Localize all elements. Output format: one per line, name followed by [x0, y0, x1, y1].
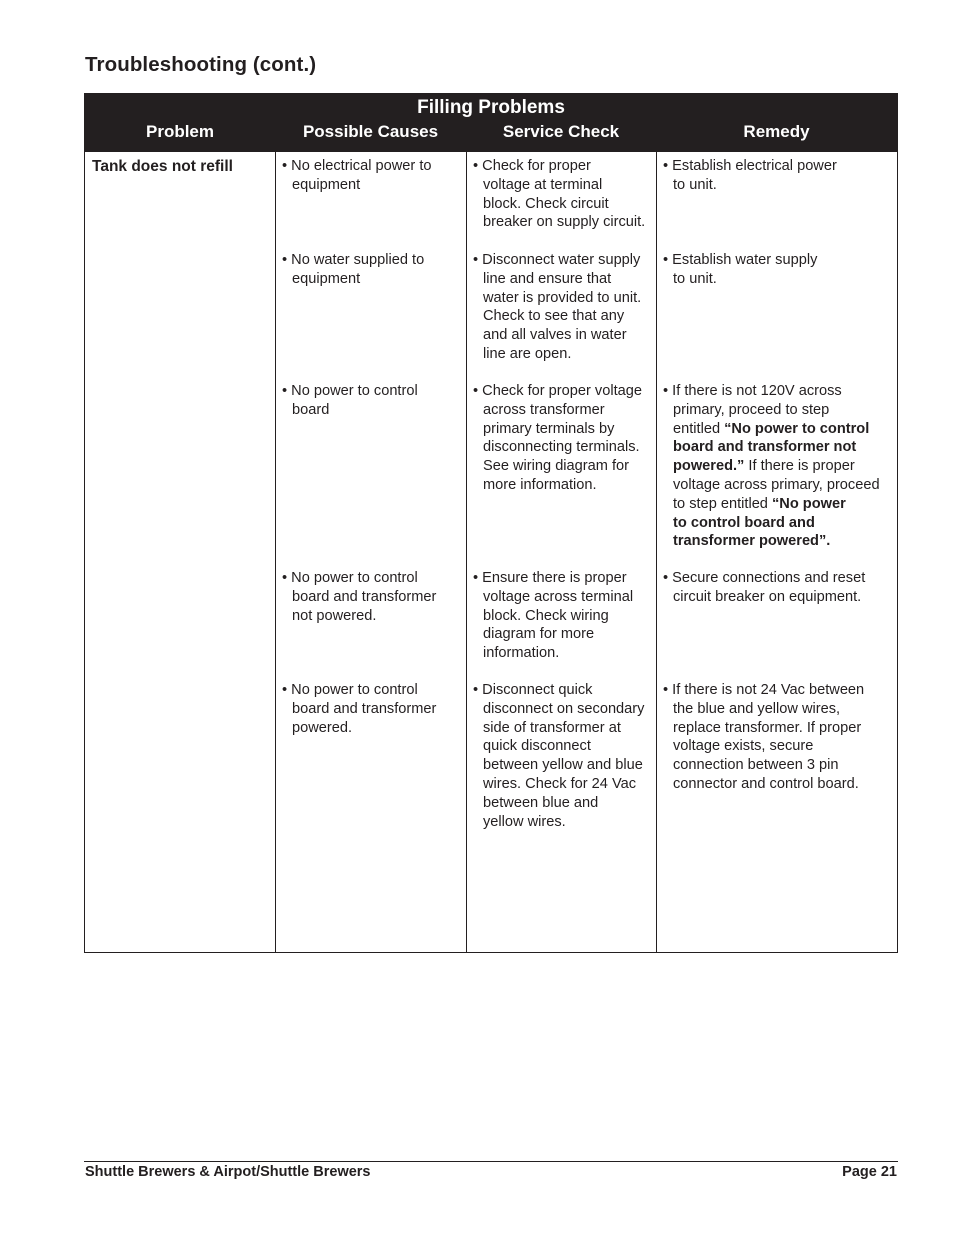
text-span: entitled: [673, 420, 725, 437]
possible-cause-cell: [282, 382, 418, 420]
remedy-cell: [663, 382, 880, 551]
remedy-cell: [663, 569, 865, 607]
table-header: [85, 94, 897, 152]
text-line: voltage at terminal: [483, 176, 603, 193]
problem-label: Tank does not refill: [92, 158, 233, 175]
text-span: • If there is not 120V across: [663, 383, 842, 399]
text-line: replace transformer. If proper: [673, 719, 862, 736]
remedy-cell: [663, 681, 864, 794]
text-line: yellow wires.: [483, 813, 566, 830]
text-line: water is provided to unit.: [483, 289, 642, 306]
text-line: [663, 514, 880, 533]
emphasized-text: “No power: [771, 495, 846, 512]
text-line: board and transformer: [292, 700, 437, 717]
service-check-cell: [473, 157, 645, 232]
possible-cause-cell: [282, 569, 436, 625]
text-span: voltage across primary, proceed: [673, 476, 880, 493]
emphasized-text: board and transformer not: [673, 439, 857, 456]
text-line: • No power to control: [282, 570, 418, 586]
header-possible-causes: Possible Causes: [302, 122, 439, 141]
text-line: board: [292, 401, 330, 418]
column-divider: [466, 152, 467, 952]
text-line: information.: [483, 645, 560, 662]
text-line: • Check for proper: [473, 158, 591, 174]
emphasized-text: powered.”: [673, 458, 745, 475]
text-line: • No power to control: [282, 383, 418, 399]
footer-rule: [84, 1161, 898, 1162]
text-line: • Establish electrical power: [663, 158, 837, 174]
text-line: • No water supplied to: [282, 252, 425, 268]
text-line: • Disconnect water supply: [473, 252, 641, 268]
footer-document-title: Shuttle Brewers & Airpot/Shuttle Brewers: [85, 1164, 371, 1180]
text-line: equipment: [292, 270, 361, 287]
footer-page-number: Page 21: [842, 1164, 897, 1180]
possible-cause-cell: [282, 681, 436, 737]
text-line: [663, 401, 880, 420]
text-line: more information.: [483, 476, 597, 493]
remedy-cell: [663, 251, 817, 289]
text-line: quick disconnect: [483, 738, 591, 755]
text-line: voltage across terminal: [483, 588, 634, 605]
service-check-cell: [473, 251, 641, 364]
service-check-cell: [473, 681, 644, 831]
emphasized-text: transformer powered”.: [673, 533, 831, 550]
text-line: [663, 476, 880, 495]
text-line: • No power to control: [282, 682, 418, 698]
text-line: [663, 495, 880, 514]
text-line: connection between 3 pin: [673, 757, 839, 774]
text-line: block. Check circuit: [483, 195, 609, 212]
emphasized-text: “No power to control: [724, 420, 870, 437]
text-line: board and transformer: [292, 588, 437, 605]
text-line: to unit.: [673, 270, 717, 287]
text-line: [663, 420, 880, 439]
service-check-cell: [473, 382, 642, 495]
text-line: the blue and yellow wires,: [673, 700, 841, 717]
text-line: equipment: [292, 176, 361, 193]
text-line: • Establish water supply: [663, 252, 818, 268]
text-line: powered.: [292, 719, 353, 736]
text-line: See wiring diagram for: [483, 458, 630, 475]
text-line: • Secure connections and reset: [663, 570, 866, 586]
column-divider: [275, 152, 276, 952]
page-title: Troubleshooting (cont.): [85, 53, 317, 76]
column-divider: [656, 152, 657, 952]
possible-cause-cell: [282, 251, 424, 289]
text-line: [663, 457, 880, 476]
text-line: [663, 438, 880, 457]
text-line: and all valves in water: [483, 327, 627, 344]
text-line: across transformer: [483, 401, 605, 418]
header-problem: Problem: [145, 122, 215, 141]
service-check-cell: [473, 569, 633, 663]
text-line: • No electrical power to: [282, 158, 432, 174]
table-title: Filling Problems: [417, 97, 565, 118]
text-span: primary, proceed to step: [673, 401, 830, 418]
text-line: • Check for proper voltage: [473, 383, 642, 399]
text-line: diagram for more: [483, 626, 595, 643]
text-line: line and ensure that: [483, 270, 612, 287]
possible-cause-cell: [282, 157, 432, 195]
text-line: between yellow and blue: [483, 757, 643, 774]
text-line: wires. Check for 24 Vac: [483, 775, 637, 792]
text-line: line are open.: [483, 345, 572, 362]
remedy-cell: [663, 157, 837, 195]
header-service-check: Service Check: [502, 122, 620, 141]
text-line: block. Check wiring: [483, 607, 609, 624]
text-line: disconnecting terminals.: [483, 439, 640, 456]
text-line: between blue and: [483, 794, 599, 811]
header-remedy: Remedy: [743, 122, 810, 141]
text-line: Check to see that any: [483, 308, 625, 325]
text-line: • Disconnect quick: [473, 682, 593, 698]
text-line: primary terminals by: [483, 420, 615, 437]
text-span: to step entitled: [673, 495, 772, 512]
text-line: connector and control board.: [673, 775, 859, 792]
text-line: to unit.: [673, 176, 717, 193]
text-line: not powered.: [292, 607, 377, 624]
text-line: side of transformer at: [483, 719, 621, 736]
text-line: circuit breaker on equipment.: [673, 588, 862, 605]
text-span: If there is proper: [744, 458, 855, 475]
filling-problems-table: [84, 93, 898, 953]
text-line: voltage exists, secure: [673, 738, 814, 755]
text-line: • Ensure there is proper: [473, 570, 627, 586]
text-line: [663, 532, 880, 551]
text-line: disconnect on secondary: [483, 700, 645, 717]
text-line: breaker on supply circuit.: [483, 214, 646, 231]
text-line: • If there is not 24 Vac between: [663, 682, 865, 698]
text-line: [663, 382, 880, 401]
emphasized-text: to control board and: [673, 514, 815, 531]
